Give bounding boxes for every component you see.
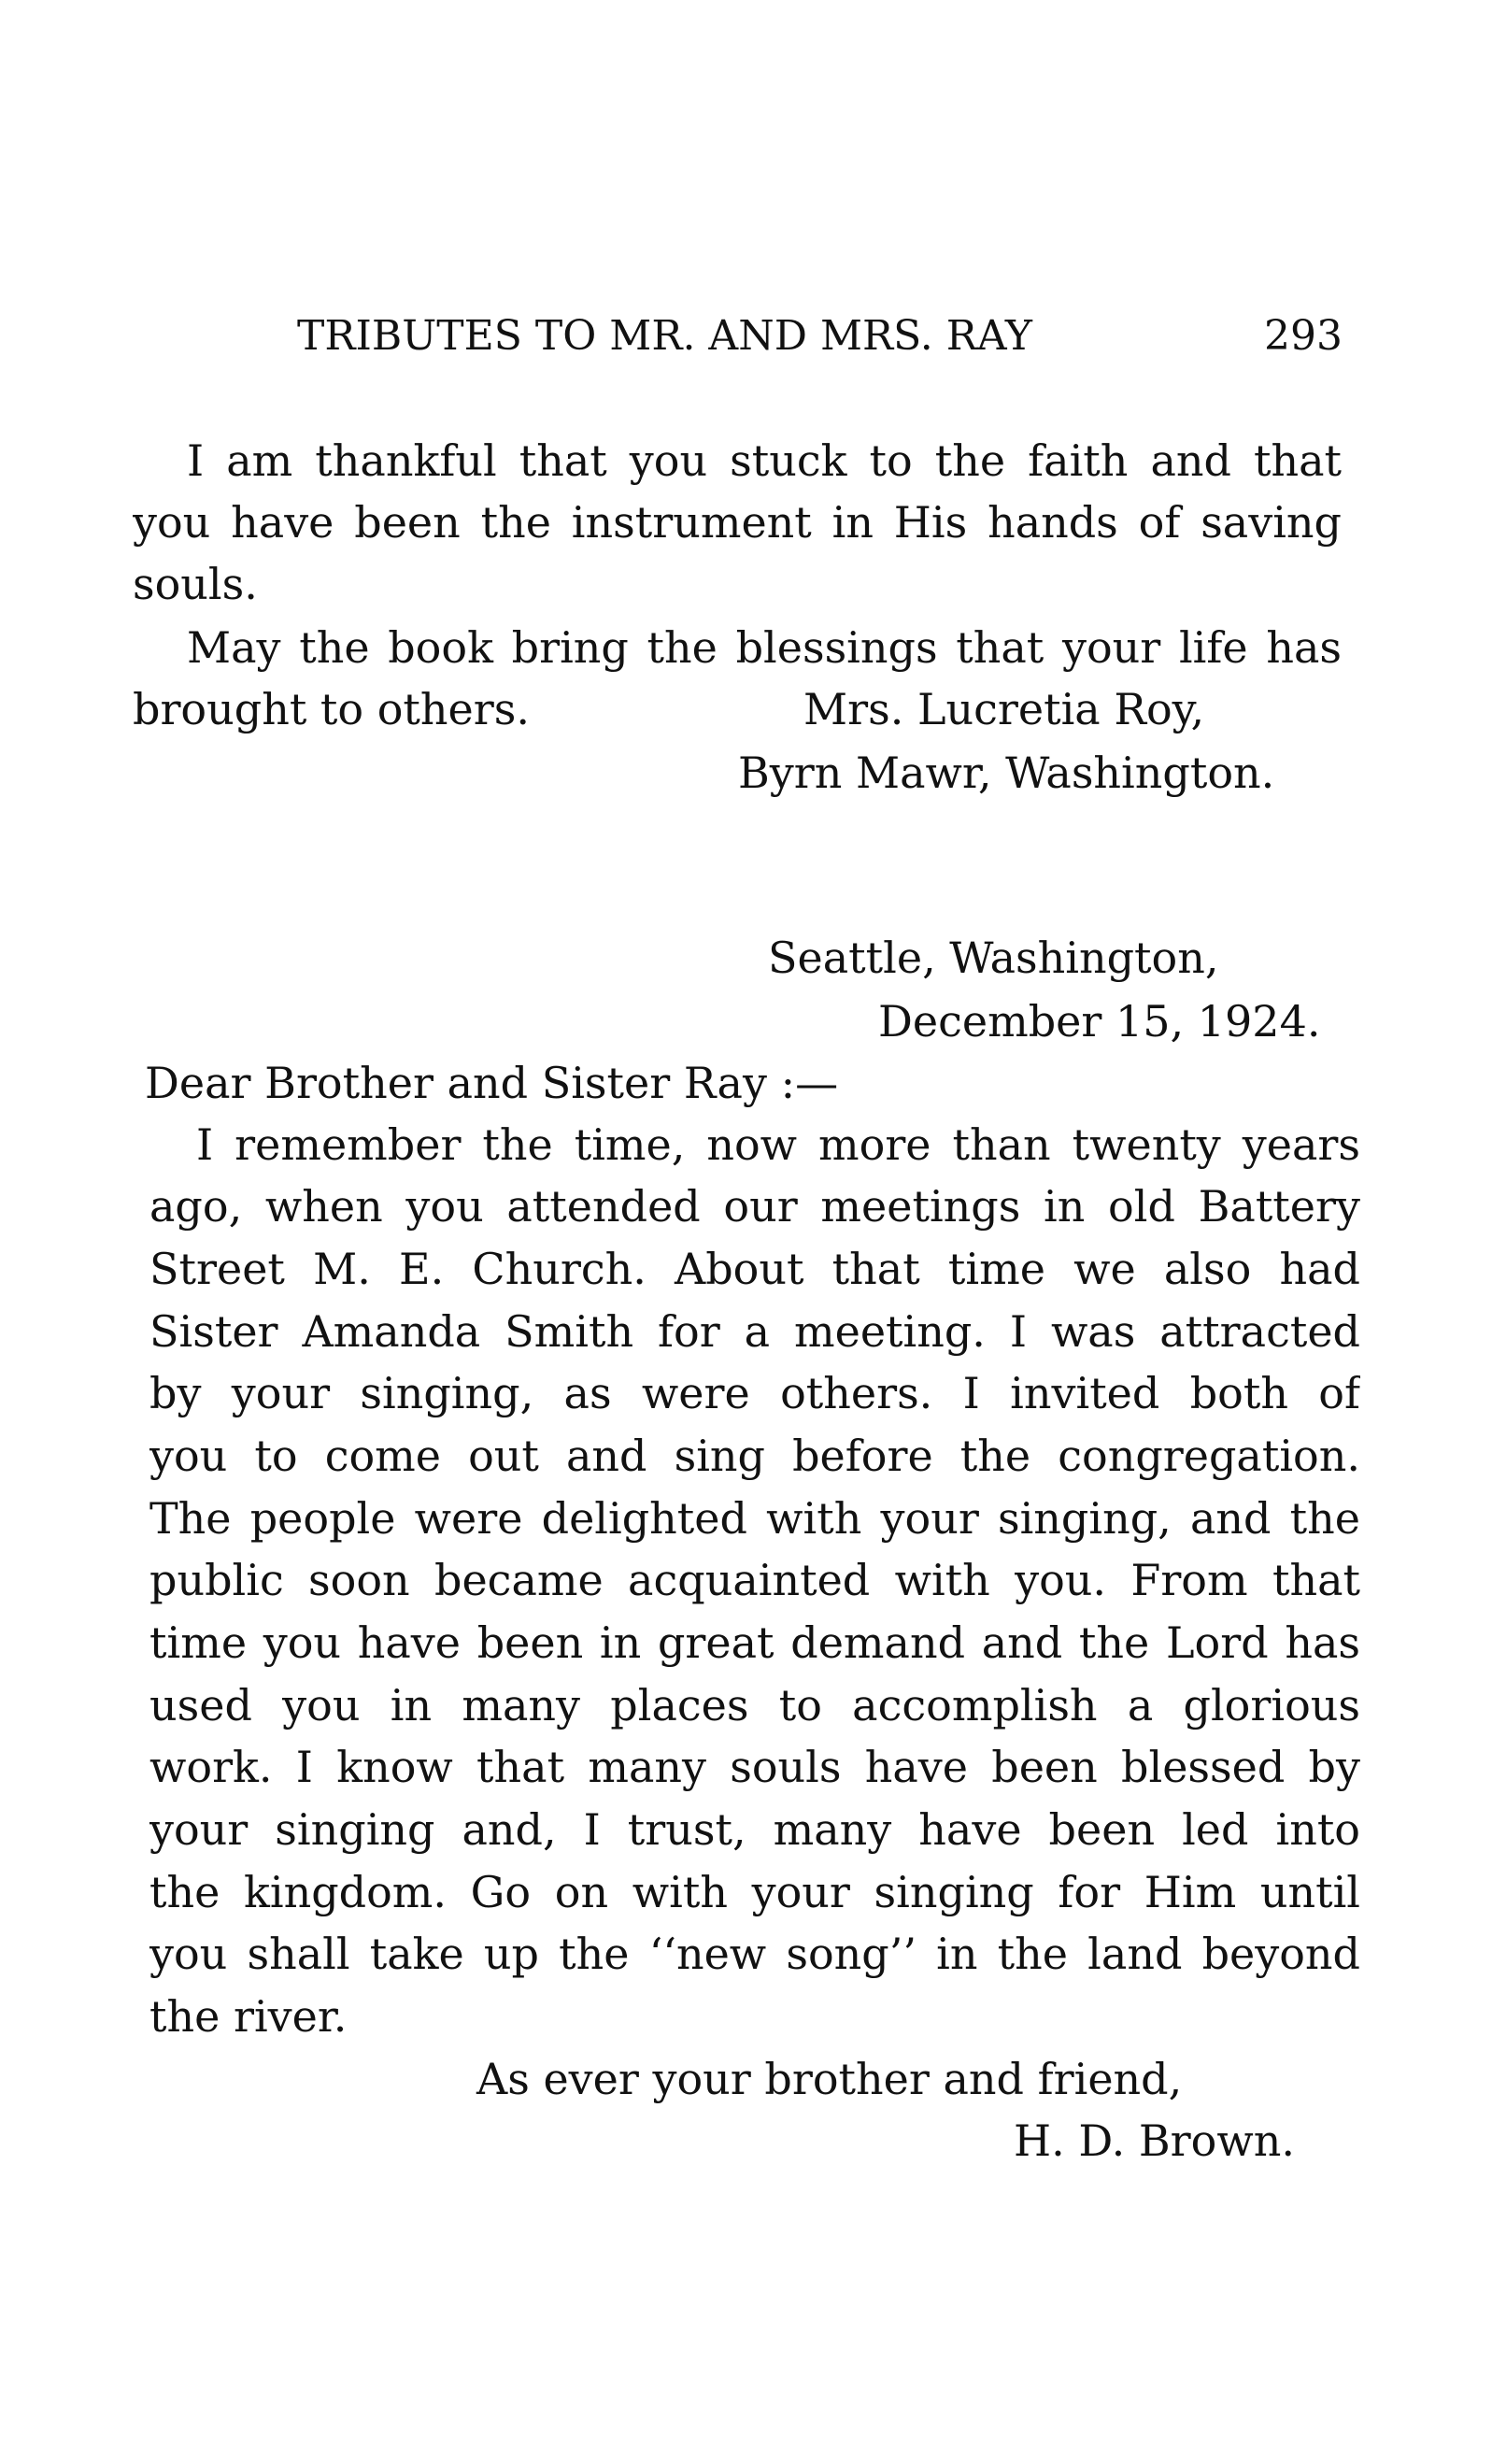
letter1-line-2: you have been the instrument in His hands of saving [133,501,1342,548]
letter2-date: December 15, 1924. [878,996,1321,1047]
letter2-line-5: by your singing, as were others. I invited both of [149,1372,1360,1418]
running-header-title: TRIBUTES TO MR. AND MRS. RAY [297,312,1032,360]
letter2-line-2: ago, when you attended our meetings in old Battery [149,1185,1360,1232]
letter2-line-7: The people were delighted with your singing, and the [149,1497,1360,1544]
letter2-line-15: the river. [149,1991,348,2042]
letter1-signature-name: Mrs. Lucretia Roy, [803,684,1205,734]
letter1-line-3: souls. [133,559,258,609]
page-number: 293 [1264,312,1343,360]
letter2-closing: As ever your brother and friend, [476,2054,1183,2104]
letter1-line-5: brought to others. [133,684,530,734]
letter2-line-11: work. I know that many souls have been blessed by [149,1745,1360,1792]
letter2-line-13: the kingdom. Go on with your singing for Him until [149,1871,1360,1917]
letter2-line-1: I remember the time, now more than twenty years [196,1123,1360,1170]
letter2-line-8: public soon became acquainted with you. From that [149,1559,1360,1605]
letter1-line-1: I am thankful that you stuck to the faith and that [187,439,1342,486]
letter2-line-12: your singing and, I trust, many have been led into [149,1808,1360,1855]
letter1-signature-place: Byrn Mawr, Washington. [738,748,1275,798]
letter2-line-9: time you have been in great demand and the Lord has [149,1621,1360,1668]
letter2-line-6: you to come out and sing before the congregation. [149,1434,1360,1481]
letter1-line-4: May the book bring the blessings that your life has [187,626,1342,673]
letter2-place: Seattle, Washington, [768,933,1219,983]
letter2-line-14: you shall take up the ‘‘new song’’ in the land beyond [149,1932,1360,1979]
letter2-line-3: Street M. E. Church. About that time we also had [149,1247,1360,1294]
letter2-line-10: used you in many places to accomplish a glorious [149,1684,1360,1730]
letter2-line-4: Sister Amanda Smith for a meeting. I was attracted [149,1310,1360,1357]
letter2-signature: H. D. Brown. [1014,2115,1295,2166]
letter2-salutation: Dear Brother and Sister Ray :— [145,1058,839,1108]
